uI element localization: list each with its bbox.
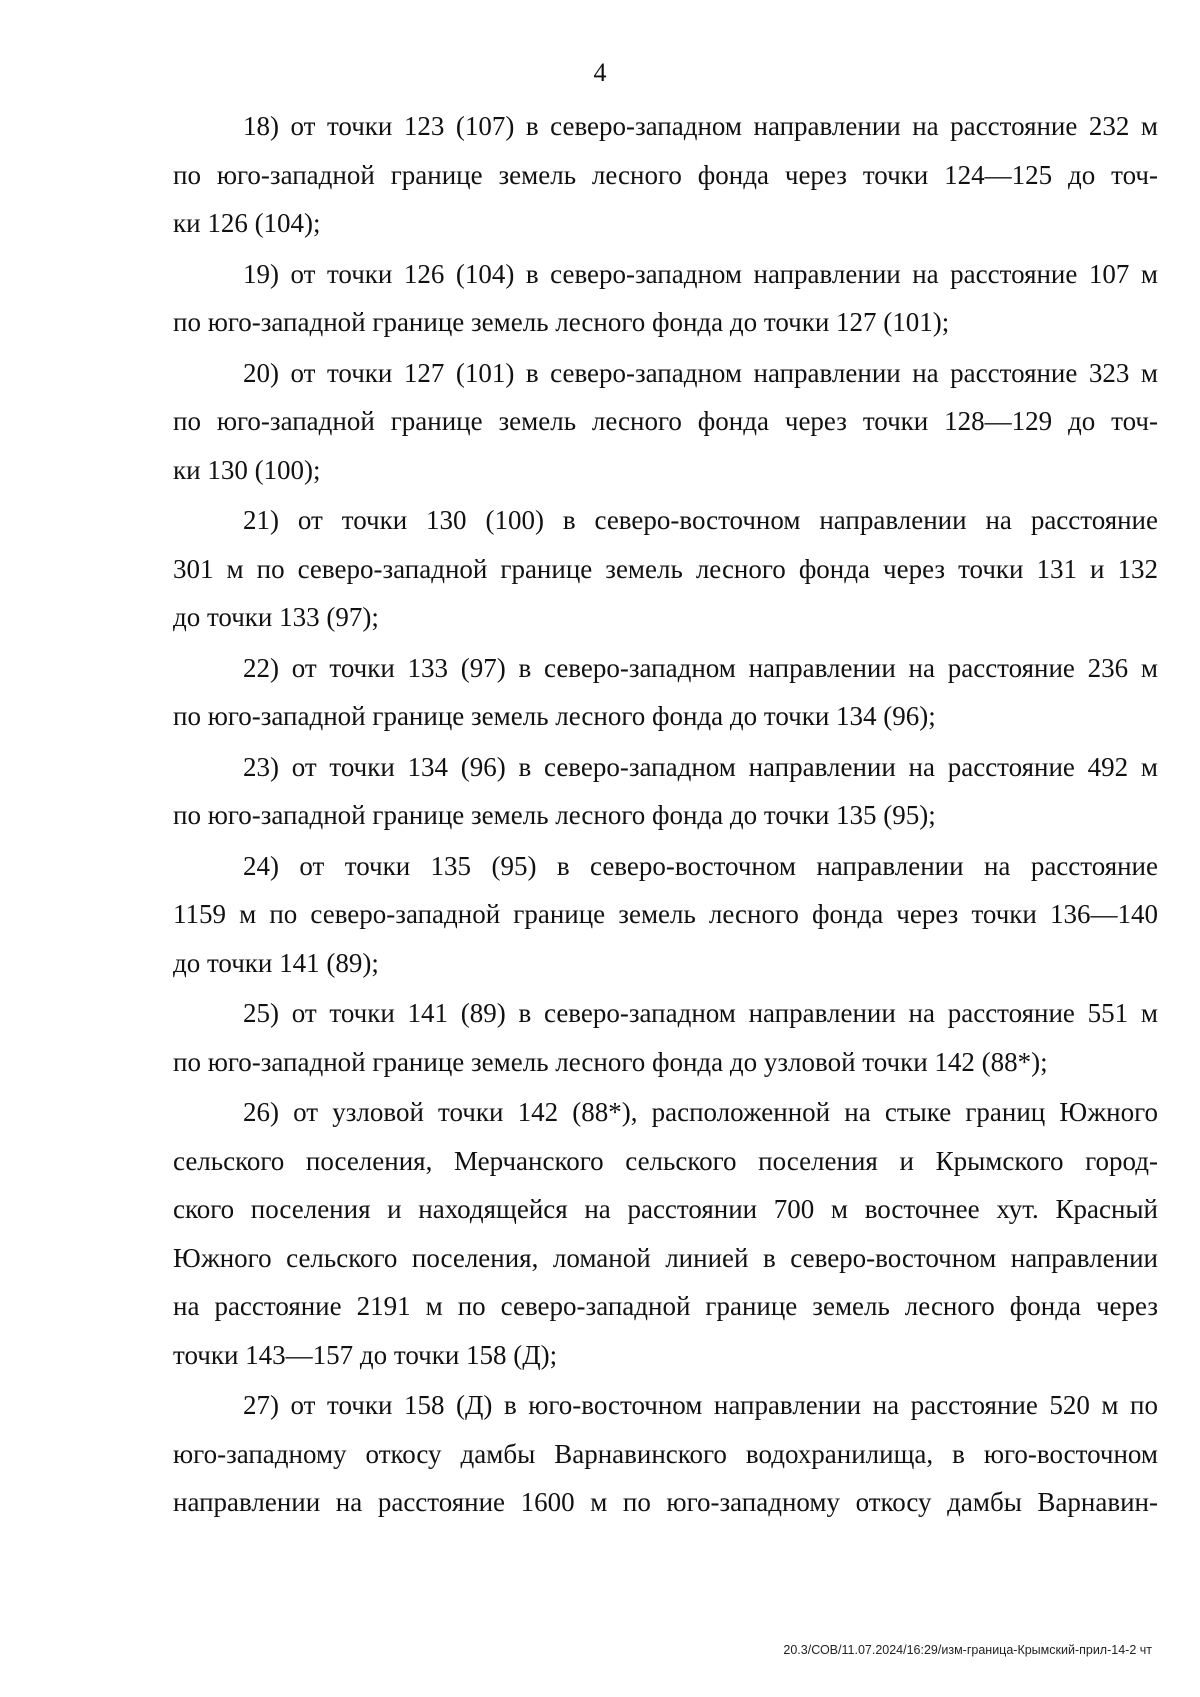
paragraph-line: 27) от точки 158 (Д) в юго-восточном направлении на расстояние 520 м по — [243, 1390, 1158, 1420]
paragraph-line: на расстояние 2191 м по северо-западной границе земель лесного фонда через — [173, 1291, 1158, 1321]
paragraph-line: по юго-западной границе земель лесного фонда до точки 134 (96); — [173, 701, 936, 731]
document-body — [173, 102, 1158, 1529]
paragraph-line: сельского поселения, Мерчанского сельского поселения и Крымского город- — [173, 1145, 1158, 1176]
paragraph-line: по юго-западной границе земель лесного фонда до точки 127 (101); — [173, 307, 950, 337]
paragraph-line: до точки 141 (89); — [173, 947, 379, 978]
paragraph-line: по юго-западной границе земель лесного фонда до точки 135 (95); — [173, 800, 936, 830]
paragraph-line: ки 130 (100); — [173, 454, 321, 485]
paragraph-line: точки 143—157 до точки 158 (Д); — [173, 1339, 558, 1370]
paragraph-line: до точки 133 (97); — [173, 602, 379, 632]
document-footer-code: 20.3/СОВ/11.07.2024/16:29/изм-граница-Крымский-прил-14-2 чт — [783, 1643, 1152, 1657]
paragraph-line: 1159 м по северо-западной границе земель лесного фонда через точки 136—140 — [173, 899, 1158, 929]
paragraph-23 — [173, 743, 1158, 840]
paragraph-line: 25) от точки 141 (89) в северо-западном направлении на расстояние 551 м — [243, 998, 1158, 1028]
paragraph-line: 23) от точки 134 (96) в северо-западном направлении на расстояние 492 м — [243, 751, 1158, 782]
paragraph-line: 22) от точки 133 (97) в северо-западном направлении на расстояние 236 м — [243, 652, 1158, 683]
paragraph-20 — [173, 349, 1158, 495]
paragraph-24 — [173, 842, 1158, 988]
paragraph-line: 26) от узловой точки 142 (88*), расположенной на стыке границ Южного — [243, 1097, 1158, 1127]
paragraph-25 — [173, 989, 1158, 1086]
paragraph-line: Южного сельского поселения, ломаной линией в северо-восточном направлении — [173, 1242, 1158, 1273]
paragraph-19 — [173, 250, 1158, 347]
paragraph-line: 19) от точки 126 (104) в северо-западном направлении на расстояние 107 м — [243, 258, 1158, 289]
paragraph-18 — [173, 102, 1158, 248]
paragraph-line: ки 126 (104); — [173, 208, 321, 238]
paragraph-21 — [173, 496, 1158, 642]
paragraph-line: 21) от точки 130 (100) в северо-восточном направлении на расстояние — [243, 505, 1158, 535]
paragraph-line: 301 м по северо-западной границе земель лесного фонда через точки 131 и 132 — [173, 553, 1158, 584]
paragraph-line: направлении на расстояние 1600 м по юго-западному откосу дамбы Варнавин- — [173, 1487, 1158, 1517]
paragraph-line: юго-западному откосу дамбы Варнавинского водохранилища, в юго-восточном — [173, 1438, 1158, 1469]
paragraph-line: по юго-западной границе земель лесного фонда через точки 128—129 до точ- — [173, 406, 1158, 436]
paragraph-26 — [173, 1088, 1158, 1379]
paragraph-line: по юго-западной границе земель лесного фонда через точки 124—125 до точ- — [173, 159, 1158, 190]
paragraph-27 — [173, 1381, 1158, 1527]
page-number: 4 — [593, 58, 607, 87]
paragraph-line: ского поселения и находящейся на расстоянии 700 м восточнее хут. Красный — [173, 1194, 1158, 1224]
paragraph-line: по юго-западной границе земель лесного фонда до узловой точки 142 (88*); — [173, 1046, 1048, 1077]
paragraph-22 — [173, 644, 1158, 741]
paragraph-line: 20) от точки 127 (101) в северо-западном направлении на расстояние 323 м — [243, 357, 1158, 388]
paragraph-line: 18) от точки 123 (107) в северо-западном направлении на расстояние 232 м — [243, 111, 1158, 141]
paragraph-line: 24) от точки 135 (95) в северо-восточном направлении на расстояние — [243, 850, 1158, 881]
